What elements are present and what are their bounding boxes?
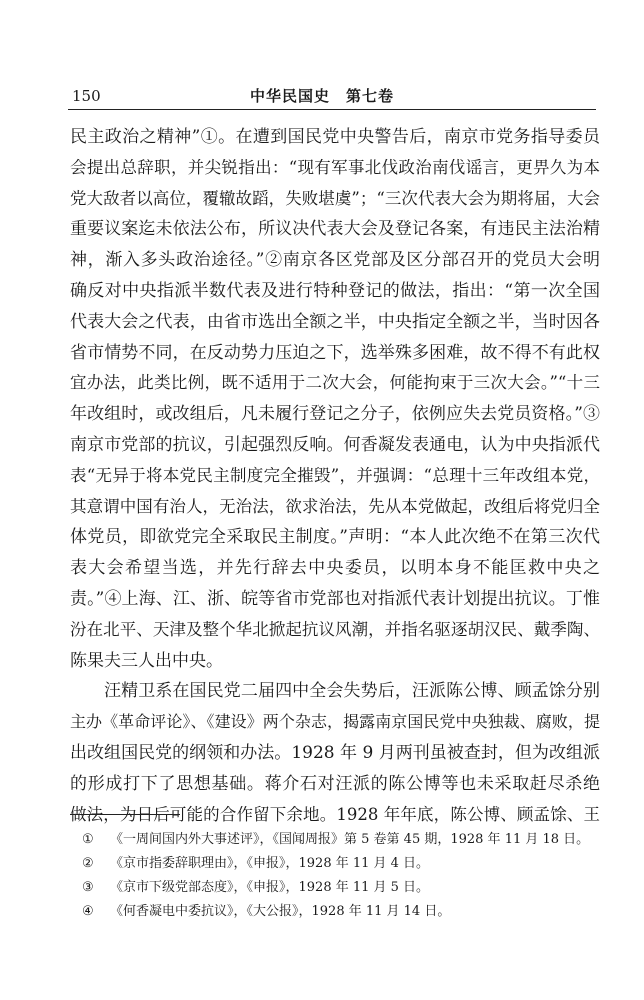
body-line: 表“无异于将本党民主制度完全摧毁”，并强调：“总理十三年改组本党，: [70, 465, 600, 485]
body-line: 党大敌者以高位，覆辙故蹈，失败堪虞”；“三次代表大会为期将届，大会: [70, 188, 600, 208]
running-title: 中华民国史 第七卷: [249, 87, 394, 105]
body-line: 会提出总辞职，并尖锐指出：“现有军事北伐政治南伐谣言，更畀久为本: [70, 157, 600, 177]
footnote: [82, 828, 602, 852]
body-line: 做法，为日后可能的合作留下余地。1928 年年底，陈公博、顾孟馀、王: [70, 804, 600, 824]
body-line: 表大会希望当选，并先行辞去中央委员，以明本身不能匡救中央之: [70, 558, 600, 579]
body-line: 出改组国民党的纲领和办法。1928 年 9 月两刊虽被查封，但为改组派: [70, 742, 600, 763]
body-line-paragraph-end: 陈果夫三人出中央。: [70, 650, 223, 671]
footnote-text: 《何香凝电中委抗议》，《大公报》，1928 年 11 月 14 日。: [110, 904, 451, 919]
footnote: [82, 852, 602, 876]
body-line: 责。”④上海、江、浙、皖等省市党部也对指派代表计划提出抗议。丁惟: [70, 588, 600, 609]
footnote-mark: ①: [82, 832, 94, 847]
body-line: 神，渐入多头政治途径。”②南京各区党部及区分部召开的党员大会明: [70, 250, 600, 271]
footnote-text: 《京市指委辞职理由》，《申报》，1928 年 11 月 4 日。: [110, 856, 430, 871]
footnote-mark: ③: [82, 880, 94, 895]
page-number: 150: [72, 87, 101, 105]
body-text: [70, 122, 600, 830]
body-line: 确反对中央指派半数代表及进行特种登记的做法，指出：“第一次全国: [70, 280, 600, 301]
footnote-text: 《一周间国内外大事述评》，《国闻周报》第 5 卷第 45 期，1928 年 11 月 18 日。: [110, 832, 590, 847]
body-line: 重要议案迄未依法公布，所议决代表大会及登记各案，有违民主法治精: [70, 219, 600, 240]
footnote: [82, 876, 602, 900]
body-line: 汾在北平、天津及整个华北掀起抗议风潮，并指名驱逐胡汉民、戴季陶、: [70, 619, 600, 639]
footnotes: [82, 828, 602, 924]
body-line: 省市情势不同，在反动势力压迫之下，选举殊多困难，故不得不有此权: [70, 342, 600, 363]
body-line: 民主政治之精神”①。在遭到国民党中央警告后，南京市党务指导委员: [70, 127, 600, 147]
footnote-mark: ②: [82, 856, 94, 871]
body-line: 年改组时，或改组后，凡未履行登记之分子，依例应失去党员资格。”③: [70, 404, 600, 425]
footnote-text: 《京市下级党部态度》，《申报》，1928 年 11 月 5 日。: [110, 880, 430, 895]
body-line: 代表大会之代表，由省市选出全额之半，中央指定全额之半，当时因各: [70, 311, 600, 332]
body-line: 其意谓中国有治人，无治法，欲求治法，先从本党做起，改组后将党归全: [70, 496, 600, 516]
body-line: 的形成打下了思想基础。蒋介石对汪派的陈公博等也未采取赶尽杀绝: [70, 773, 600, 794]
footnote-rule: [70, 814, 180, 815]
body-line: 主办《革命评论》、《建设》两个杂志，揭露南京国民党中央独裁、腐败，提: [70, 712, 600, 732]
body-line: 南京市党部的抗议，引起强烈反响。何香凝发表通电，认为中央指派代: [70, 434, 600, 455]
body-line: 宜办法，此类比例，既不适用于二次大会，何能拘束于三次大会。”“十三: [70, 373, 600, 393]
footnote-mark: ④: [82, 904, 94, 919]
body-line-paragraph-start: 汪精卫系在国民党二届四中全会失势后，汪派陈公博、顾孟馀分别: [104, 681, 600, 702]
header-rule: [68, 109, 596, 110]
footnote: [82, 900, 602, 924]
body-line: 体党员，即欲党完全采取民主制度。”声明：“本人此次绝不在第三次代: [70, 527, 600, 548]
